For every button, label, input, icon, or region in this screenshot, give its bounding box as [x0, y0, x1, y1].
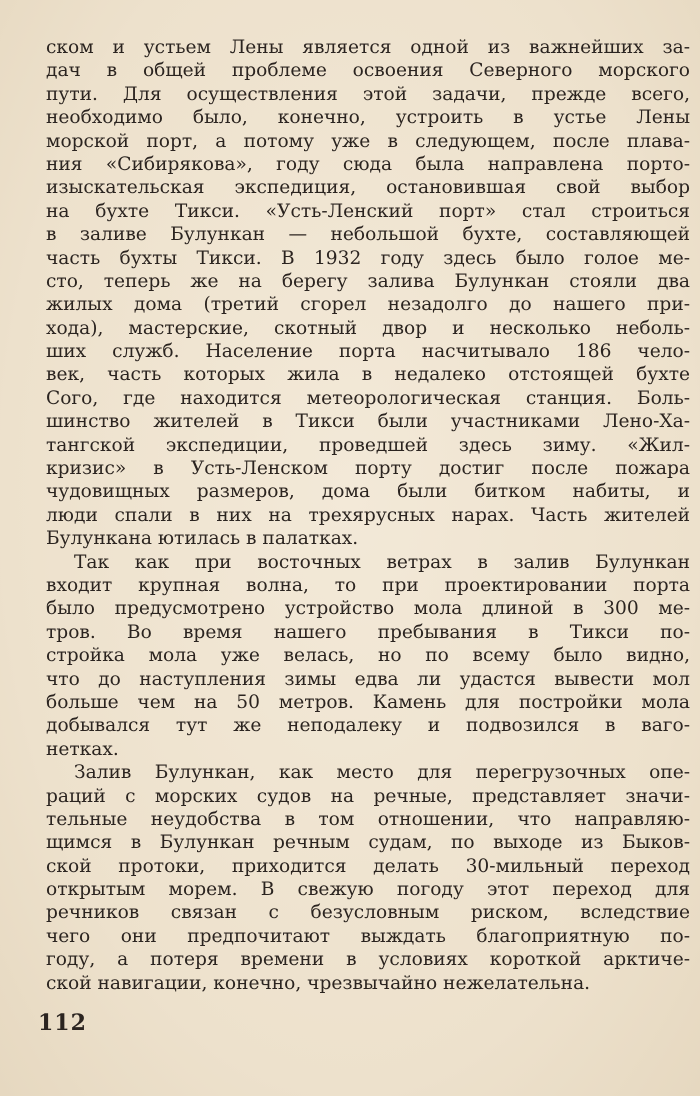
text-line: ском и устьем Лены является одной из важнейших за-: [46, 37, 690, 58]
text-line: что до наступления зимы едва ли удастся вывести мол: [46, 668, 690, 690]
text-line: щимся в Булункан речным судам, по выходе из Быков-: [46, 832, 690, 854]
paragraph: [46, 551, 690, 762]
text-line: Булункана ютилась в палатках.: [46, 528, 359, 550]
text-line: век, часть которых жила в недалеко отстоящей бухте: [46, 364, 690, 386]
text-line: на бухте Тикси. «Усть-Ленский порт» стал строиться: [46, 200, 690, 222]
text-line: добывался тут же неподалеку и подвозился в ваго-: [46, 715, 690, 737]
text-line: ния «Сибирякова», году сюда была направлена порто-: [46, 153, 690, 175]
text-line: открытым морем. В свежую погоду этот переход для: [46, 879, 690, 901]
text-line: речников связан с безусловным риском, вследствие: [46, 902, 690, 924]
text-line: стройка мола уже велась, но по всему было видно,: [46, 645, 690, 667]
text-line: Залив Булункан, как место для перегрузочных опе-: [74, 762, 690, 784]
text-line: хода), мастерские, скотный двор и несколько неболь-: [46, 317, 690, 339]
text-line: входит крупная волна, то при проектировании порта: [46, 574, 690, 596]
text-line: тангской экспедиции, проведшей здесь зиму. «Жил-: [46, 434, 690, 456]
text-line: чудовищных размеров, дома были битком набиты, и: [46, 481, 690, 503]
text-line: кризис» в Усть-Ленском порту достиг после пожара: [46, 458, 690, 480]
text-line: в заливе Булункан — небольшой бухте, составляющей: [46, 224, 690, 246]
text-line: ской протоки, приходится делать 30-мильный переход: [46, 855, 690, 877]
text-line: сто, теперь же на берегу залива Булункан стояли два: [46, 270, 690, 292]
text-line: тельные неудобства в том отношении, что направляю-: [46, 808, 690, 830]
text-line: тров. Во время нашего пребывания в Тикси по-: [46, 621, 690, 643]
page-number: 112: [38, 1010, 87, 1036]
text-line: ской навигации, конечно, чрезвычайно нежелательна.: [46, 972, 591, 994]
text-line: часть бухты Тикси. В 1932 году здесь было голое ме-: [46, 247, 690, 269]
text-line: изыскательская экспедиция, остановившая свой выбор: [46, 177, 690, 199]
paragraph: [46, 36, 690, 551]
text-line: шинство жителей в Тикси были участниками Лено-Ха-: [46, 411, 690, 433]
text-line: было предусмотрено устройство мола длиной в 300 ме-: [46, 598, 690, 620]
text-line: ших служб. Население порта насчитывало 186 чело-: [46, 341, 690, 363]
body-text: [46, 36, 690, 995]
text-line: морской порт, а потому уже в следующем, после плава-: [46, 130, 690, 152]
text-line: жилых дома (третий сгорел незадолго до нашего при-: [46, 294, 690, 316]
text-line: нетках.: [46, 738, 119, 760]
text-line: году, а потеря времени в условиях короткой арктиче-: [46, 949, 690, 971]
text-line: необходимо было, конечно, устроить в устье Лены: [46, 107, 690, 129]
text-line: Сого, где находится метеорологическая станция. Боль-: [46, 387, 690, 409]
text-line: больше чем на 50 метров. Камень для постройки мола: [46, 691, 690, 713]
paragraph: [46, 761, 690, 995]
text-line: люди спали в них на трехярусных нарах. Часть жителей: [46, 504, 690, 526]
text-line: пути. Для осуществления этой задачи, прежде всего,: [46, 83, 690, 105]
text-line: раций с морских судов на речные, представляет значи-: [46, 785, 690, 807]
text-line: дач в общей проблеме освоения Северного морского: [46, 60, 690, 82]
text-line: чего они предпочитают выждать благоприятную по-: [46, 925, 690, 947]
text-line: Так как при восточных ветрах в залив Булункан: [74, 551, 690, 573]
